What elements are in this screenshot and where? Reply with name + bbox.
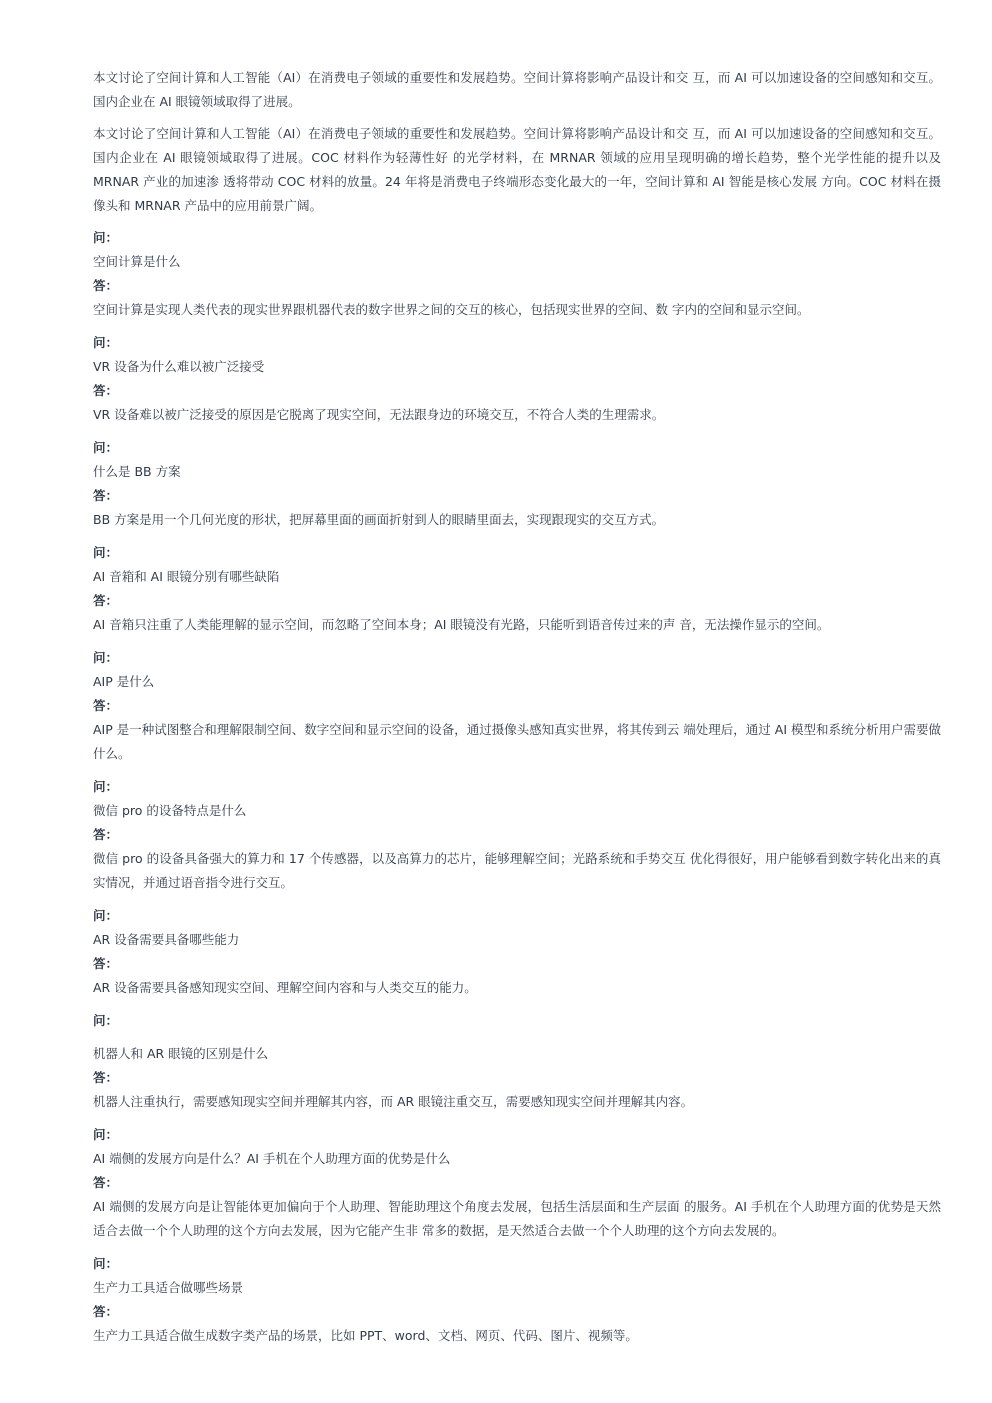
question-text: AI 端侧的发展方向是什么？AI 手机在个人助理方面的优势是什么 [93, 1151, 451, 1166]
qa-item-10 [93, 1252, 941, 1348]
question-text: 机器人和 AR 眼镜的区别是什么 [93, 1046, 269, 1061]
question-label: 问： [93, 1127, 119, 1142]
question-label: 问： [93, 1013, 119, 1028]
question-label: 问： [93, 335, 119, 350]
question-label: 问： [93, 650, 119, 665]
answer-label: 答： [93, 383, 119, 398]
document-page [93, 66, 941, 1357]
answer-text: 机器人注重执行，需要感知现实空间并理解其内容，而 AR 眼镜注重交互，需要感知现实空间并理解其内容。 [93, 1094, 694, 1109]
answer-text: 生产力工具适合做生成数字类产品的场景，比如 PPT、word、文档、网页、代码、图片、视频等。 [93, 1328, 638, 1343]
question-label: 问： [93, 230, 119, 245]
qa-item-6 [93, 775, 941, 895]
qa-item-2 [93, 331, 941, 427]
qa-item-3 [93, 436, 941, 532]
question-label: 问： [93, 440, 119, 455]
answer-text: AIP 是一种试图整合和理解限制空间、数字空间和显示空间的设备，通过摄像头感知真实世界，将其传到云 端处理后，通过 AI 模型和系统分析用户需要做什么。 [93, 722, 941, 761]
answer-text: 空间计算是实现人类代表的现实世界跟机器代表的数字世界之间的交互的核心，包括现实世界的空间、数 字内的空间和显示空间。 [93, 302, 810, 317]
answer-text: AR 设备需要具备感知现实空间、理解空间内容和与人类交互的能力。 [93, 980, 477, 995]
question-label: 问： [93, 908, 119, 923]
question-text: 生产力工具适合做哪些场景 [93, 1280, 244, 1295]
answer-label: 答： [93, 278, 119, 293]
question-label: 问： [93, 779, 119, 794]
answer-label: 答： [93, 1304, 119, 1319]
intro-paragraph-2: 本文讨论了空间计算和人工智能（AI）在消费电子领域的重要性和发展趋势。空间计算将影响产品设计和交 互，而 AI 可以加速设备的空间感知和交互。国内企业在 AI 眼镜领域取得了进展。COC 材料作为轻薄性好 的光学材料，在 MRNAR 领域的应用呈现明确的增长趋势，整个光学性能的提升以及 MRNAR 产业的加速渗 透将带动 COC 材料的放量。24 年将是消费电子终端形态变化最大的一年，空间计算和 AI 智能是核心发展 方向。COC 材料在摄像头和 MRNAR 产品中的应用前景广阔。 [93, 126, 941, 213]
qa-item-8 [93, 1009, 941, 1114]
answer-text: BB 方案是用一个几何光度的形状，把屏幕里面的画面折射到人的眼睛里面去，实现跟现实的交互方式。 [93, 512, 665, 527]
intro-paragraph-1: 本文讨论了空间计算和人工智能（AI）在消费电子领域的重要性和发展趋势。空间计算将影响产品设计和交 互，而 AI 可以加速设备的空间感知和交互。国内企业在 AI 眼镜领域取得了进展。 [93, 70, 941, 109]
question-text: AIP 是什么 [93, 674, 155, 689]
answer-text: AI 端侧的发展方向是让智能体更加偏向于个人助理、智能助理这个角度去发展，包括生活层面和生产层面 的服务。AI 手机在个人助理方面的优势是天然适合去做一个个人助理的这个方向去发展，因为它能产生非 常多的数据，是天然适合去做一个个人助理的这个方向去发展的。 [93, 1199, 941, 1238]
question-label: 问： [93, 1256, 119, 1271]
answer-text: 微信 pro 的设备具备强大的算力和 17 个传感器，以及高算力的芯片，能够理解空间；光路系统和手势交互 优化得很好，用户能够看到数字转化出来的真实情况，并通过语音指令进行交互。 [93, 851, 941, 890]
question-text: 空间计算是什么 [93, 254, 181, 269]
qa-item-7 [93, 904, 941, 1000]
answer-text: VR 设备难以被广泛接受的原因是它脱离了现实空间，无法跟身边的环境交互，不符合人类的生理需求。 [93, 407, 665, 422]
question-text: 微信 pro 的设备特点是什么 [93, 803, 247, 818]
answer-text: AI 音箱只注重了人类能理解的显示空间，而忽略了空间本身；AI 眼镜没有光路，只能听到语音传过来的声 音，无法操作显示的空间。 [93, 617, 830, 632]
question-text: 什么是 BB 方案 [93, 464, 181, 479]
qa-item-5 [93, 646, 941, 766]
answer-label: 答： [93, 956, 119, 971]
qa-item-4 [93, 541, 941, 637]
question-text: VR 设备为什么难以被广泛接受 [93, 359, 265, 374]
answer-label: 答： [93, 1070, 119, 1085]
question-text: AI 音箱和 AI 眼镜分别有哪些缺陷 [93, 569, 280, 584]
answer-label: 答： [93, 698, 119, 713]
qa-item-9 [93, 1123, 941, 1243]
answer-label: 答： [93, 593, 119, 608]
answer-label: 答： [93, 827, 119, 842]
answer-label: 答： [93, 488, 119, 503]
qa-item-1 [93, 226, 941, 322]
question-label: 问： [93, 545, 119, 560]
answer-label: 答： [93, 1175, 119, 1190]
question-text: AR 设备需要具备哪些能力 [93, 932, 240, 947]
